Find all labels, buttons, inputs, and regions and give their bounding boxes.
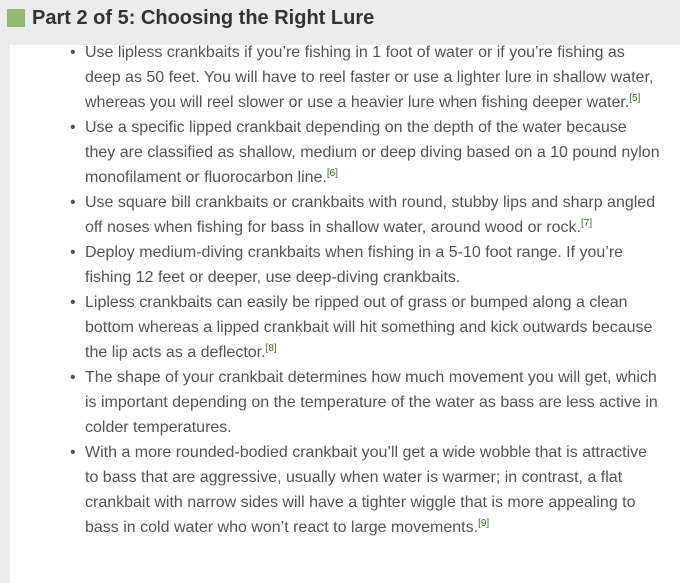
item-text: With a more rounded-bodied crankbait you’ll get a wide wobble that is attractive to bass that are aggressive, usually when water is warmer; in contrast, a flat crankbait with narrow sides will have a tighter wiggle that is more appealing to bass in cold water who won’t react to large movements. xyxy=(85,444,648,536)
bullet-icon: • xyxy=(70,44,76,61)
bullet-icon: • xyxy=(70,119,76,136)
list-item xyxy=(70,190,660,240)
item-text: The shape of your crankbait determines how much movement you will get, which is important depending on the temperature of the water as bass are less active in colder temperatures. xyxy=(85,369,658,436)
list-item xyxy=(70,365,660,440)
bullet-icon: • xyxy=(70,444,76,461)
bullet-icon: • xyxy=(70,244,76,261)
item-text: Use lipless crankbaits if you’re fishing in 1 foot of water or if you’re fishing as deep as 50 feet. You will have to reel faster or use a lighter lure in shallow water, whereas you will reel slower or use a heavier lure when fishing deeper water. xyxy=(85,44,654,111)
bullet-icon: • xyxy=(70,194,76,211)
bullet-list xyxy=(70,40,660,540)
reference-link[interactable]: [6] xyxy=(326,168,339,179)
list-item xyxy=(70,40,660,115)
section-header xyxy=(0,0,680,36)
reference-link[interactable]: [7] xyxy=(580,218,593,229)
item-text: Deploy medium-diving crankbaits when fishing in a 5-10 foot range. If you’re fishing 12 feet or deeper, use deep-diving crankbaits. xyxy=(85,244,624,286)
section-content xyxy=(10,45,680,583)
section-marker-icon xyxy=(7,9,25,27)
reference-link[interactable]: [9] xyxy=(478,518,490,529)
bullet-icon: • xyxy=(70,294,76,311)
list-item xyxy=(70,440,660,540)
bullet-icon: • xyxy=(70,369,76,386)
list-item xyxy=(70,240,660,290)
item-text: Use square bill crankbaits or crankbaits with round, stubby lips and sharp angled off noses when fishing for bass in shallow water, around wood or rock. xyxy=(85,194,656,236)
reference-link[interactable]: [5] xyxy=(629,93,641,104)
section-title: Part 2 of 5: Choosing the Right Lure xyxy=(32,7,375,29)
list-item xyxy=(70,290,660,365)
item-text: Lipless crankbaits can easily be ripped out of grass or bumped along a clean bottom whereas a lipped crankbait will hit something and kick outwards because the lip acts as a deflector. xyxy=(85,294,653,361)
reference-link[interactable]: [8] xyxy=(265,343,277,354)
item-text: Use a specific lipped crankbait depending on the depth of the water because they are classified as shallow, medium or deep diving based on a 10 pound nylon monofilament or fluorocarbon line. xyxy=(85,119,660,186)
list-item xyxy=(70,115,660,190)
